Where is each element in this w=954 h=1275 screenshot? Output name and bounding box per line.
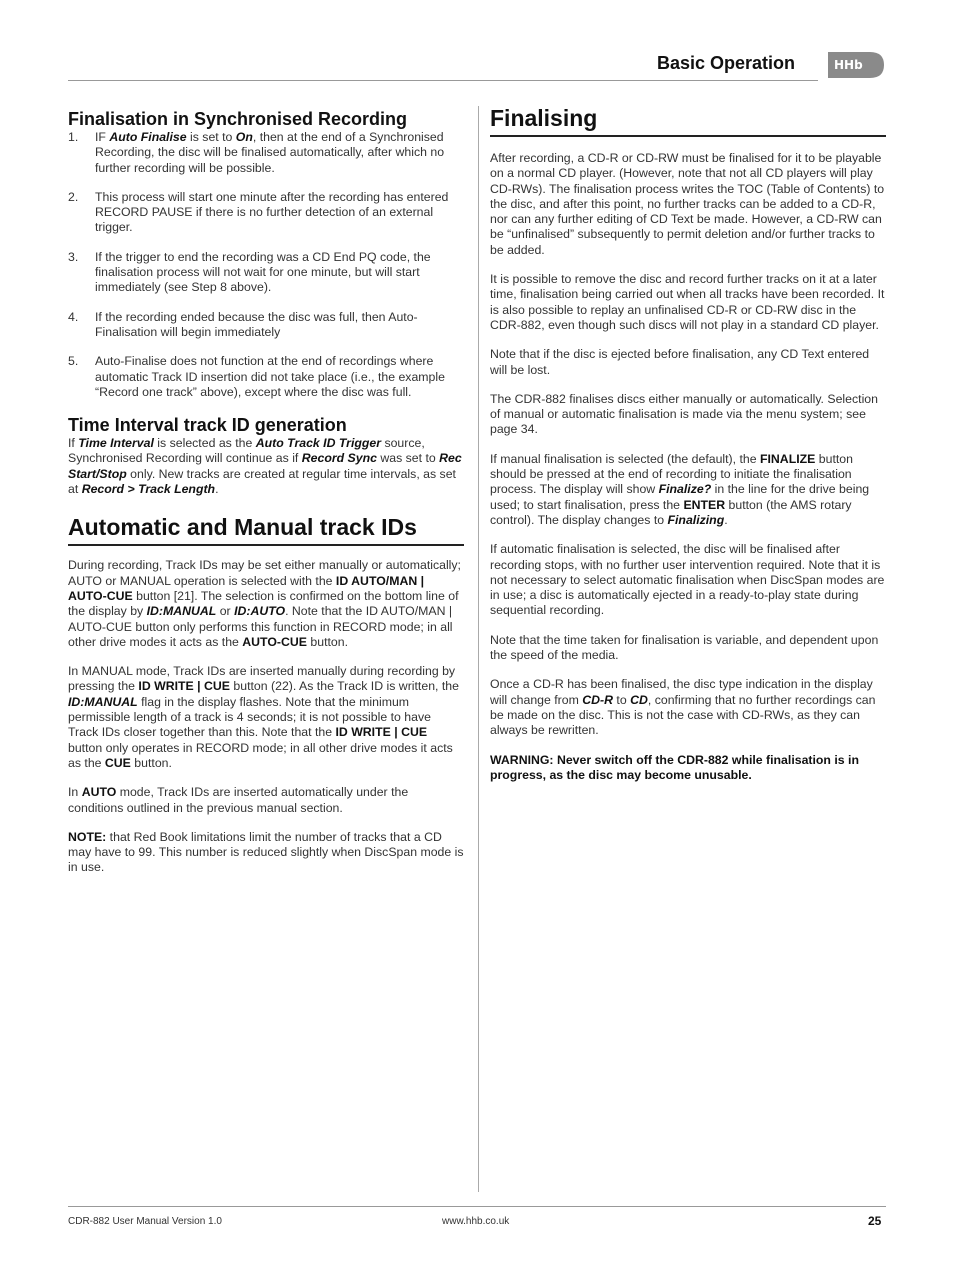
text-run: button (22). As the Track ID is written, the — [230, 679, 459, 694]
paragraph — [490, 347, 886, 378]
paragraph — [68, 664, 464, 771]
left-column — [68, 108, 464, 890]
text-run: button should be pressed at the end of recording to initiate the finalisation process. The display will show — [490, 451, 853, 497]
paragraph — [490, 151, 886, 258]
text-run: Auto-Finalise does not function at the end of recordings where automatic Track ID insertion did not take place (i.e., the example “Record one track” above), except where the disc was full. — [95, 354, 445, 399]
bold-term: CUE — [104, 755, 131, 770]
text-run: source, Synchronised Recording will continue as if — [68, 436, 425, 466]
right-column — [490, 104, 886, 797]
display-term: Finalize? — [658, 482, 712, 497]
sync-steps-list — [68, 130, 464, 400]
display-term: Time Interval — [78, 436, 154, 451]
display-term: ID:AUTO — [234, 604, 286, 619]
bold-term: AUTO-CUE — [242, 634, 307, 649]
logo-text: HHb — [834, 58, 863, 72]
time-interval-paragraph — [68, 436, 464, 497]
text-run: If the recording ended because the disc was full, then Auto-Finalisation will begin immediately — [95, 309, 418, 339]
column-divider — [478, 106, 479, 1192]
text-run: , then at the end of a Synchronised Recording, the disc will be finalised automatically, after which no further recording will be possible. — [95, 130, 445, 175]
list-number: 2. — [68, 189, 79, 204]
text-run: . Note that the ID AUTO/MAN | AUTO-CUE button only performs this function in RECORD mode; in all other drive modes it acts as the — [68, 604, 453, 649]
paragraph — [490, 677, 886, 738]
text-run: button only operates in RECORD mode; in all other drive modes it acts as the — [68, 740, 453, 770]
list-item — [68, 310, 464, 341]
heading-sync-finalisation: Finalisation in Synchronised Recording — [68, 109, 408, 129]
display-term: Finalizing — [667, 512, 725, 527]
display-term: Auto Finalise — [109, 130, 187, 144]
bold-term: FINALIZE — [760, 451, 816, 466]
heading-time-interval: Time Interval track ID generation — [68, 415, 347, 436]
text-run: In — [68, 785, 82, 800]
display-term: CD-R — [582, 692, 614, 707]
paragraph — [490, 542, 886, 618]
text-run: After recording, a CD-R or CD-RW must be finalised for it to be playable on a normal CD player. (However, note that not all CD players will play CD-RWs). The finalisation process writes the TOC (Table of Contents) to the disc, and after this point, no further tracks can be added to a CD-R, nor can any further editing of CD Text be made. However, a CD-RW can be “unfinalised” subsequently to permit deletion and/or further tracks to be added. — [490, 151, 885, 257]
display-term: Record Sync — [301, 451, 377, 466]
text-run: If — [68, 436, 79, 451]
text-run: that Red Book limitations limit the number of tracks that a CD may have to 99. This number is reduced slightly when DiscSpan mode is in use. — [68, 829, 464, 875]
list-number: 4. — [68, 309, 79, 324]
text-run: In MANUAL mode, Track IDs are inserted manually during recording by pressing the — [68, 664, 456, 694]
display-term: Rec Start/Stop — [68, 451, 462, 481]
list-number: 1. — [68, 130, 79, 144]
text-run: This process will start one minute after the recording has entered RECORD PAUSE if there is no further detection of an external trigger. — [95, 189, 449, 235]
heading-auto-manual-track-ids: Automatic and Manual track IDs — [68, 513, 464, 546]
text-run: If the trigger to end the recording was a CD End PQ code, the finalisation process will not wait for one minute, but will start immediately (see Step 8 above). — [95, 249, 431, 295]
text-run: button (the AMS rotary control). The display changes to — [490, 497, 852, 527]
warning-paragraph: WARNING: Never switch off the CDR-882 while finalisation is in progress, as the disc may become unusable. — [490, 752, 859, 782]
page-number: 25 — [868, 1214, 882, 1228]
text-run: If manual finalisation is selected (the default), the — [490, 451, 760, 466]
text-run: mode, Track IDs are inserted automatically under the conditions outlined in the previous manual section. — [68, 785, 409, 815]
bold-term: ID WRITE | CUE — [138, 679, 230, 694]
text-run: only. New tracks are created at regular time intervals, as set at — [68, 466, 456, 497]
text-run: flag in the display flashes. Note that the minimum permissible length of a track is 4 seconds; it is not possible to have Track IDs closer together than this. Note that the — [68, 694, 431, 740]
footer-manual-version: CDR-882 User Manual Version 1.0 — [68, 1216, 222, 1227]
list-number: 3. — [68, 249, 79, 264]
footer-rule — [68, 1206, 886, 1207]
display-term: Record > Track Length — [81, 482, 216, 497]
paragraph — [68, 785, 464, 816]
text-run: button [21]. The selection is confirmed on the bottom line of the display by — [68, 588, 459, 619]
paragraph — [490, 392, 886, 438]
display-term: CD — [630, 692, 648, 707]
bold-term: ENTER — [683, 497, 726, 512]
list-item — [68, 190, 464, 236]
bold-term: ID AUTO/MAN | AUTO-CUE — [68, 573, 425, 603]
display-term: On — [235, 130, 253, 144]
text-run: . — [724, 512, 728, 527]
display-term: ID:MANUAL — [68, 694, 138, 709]
text-run: Note that the time taken for finalisation is variable, and dependent upon the speed of the media. — [490, 632, 879, 663]
hhb-logo-icon — [824, 48, 886, 82]
text-run: During recording, Track IDs may be set either manually or automatically; AUTO or MANUAL operation is selected with the — [68, 558, 461, 588]
text-run: or — [216, 604, 235, 619]
text-run: was set to — [376, 451, 440, 466]
bold-term: ID WRITE | CUE — [335, 725, 428, 740]
text-run: in the line for the drive being used; to start finalisation, press the — [490, 482, 870, 512]
text-run: , confirming that no further recordings can be made on the disc. This is not the case with CD-RWs, as they can always be rewritten. — [490, 692, 876, 738]
text-run: IF — [95, 130, 110, 144]
paragraph — [68, 830, 464, 876]
text-run: . — [215, 482, 219, 497]
text-run: to — [613, 692, 631, 707]
list-item — [68, 250, 464, 296]
text-run: is selected as the — [153, 436, 256, 451]
finalising-paragraphs — [490, 151, 886, 739]
list-item — [68, 130, 464, 176]
paragraph — [490, 452, 886, 528]
text-run: The CDR-882 finalises discs either manually or automatically. Selection of manual or automatic finalisation is made via the menu system; see page 34. — [490, 391, 878, 437]
text-run: Once a CD-R has been finalised, the disc type indication in the display will change from — [490, 677, 873, 707]
display-term: ID:MANUAL — [146, 604, 217, 619]
bold-term: AUTO — [81, 785, 117, 800]
heading-finalising: Finalising — [490, 104, 886, 137]
text-run: button. — [130, 755, 172, 770]
paragraph — [68, 558, 464, 650]
bold-term: NOTE: — [68, 829, 107, 844]
list-number: 5. — [68, 354, 79, 369]
footer-website: www.hhb.co.uk — [442, 1216, 510, 1227]
paragraph — [490, 272, 886, 333]
text-run: If automatic finalisation is selected, the disc will be finalised after recording stops, with no further user intervention required. Note that it is not necessary to select automatic finalisation when DiscSpan modes are in use; a disc is automatically ejected in a ready-to-play state during sequential recording. — [490, 542, 885, 618]
text-run: Note that if the disc is ejected before finalisation, any CD Text entered will be lost. — [490, 347, 870, 377]
section-title: Basic Operation — [657, 53, 796, 73]
header-rule — [68, 80, 818, 81]
display-term: Auto Track ID Trigger — [255, 436, 382, 451]
list-item — [68, 354, 464, 400]
text-run: is set to — [186, 130, 236, 144]
text-run: It is possible to remove the disc and record further tracks on it at a later time, finalisation being carried out when all tracks have been recorded. It is also possible to replay an unfinalised CD-R or CD-RW disc in the CDR-882, even though such discs will not play in a standard CD player. — [490, 272, 885, 332]
text-run: button. — [306, 634, 349, 649]
auto-manual-paragraphs — [68, 558, 464, 875]
paragraph — [490, 633, 886, 664]
